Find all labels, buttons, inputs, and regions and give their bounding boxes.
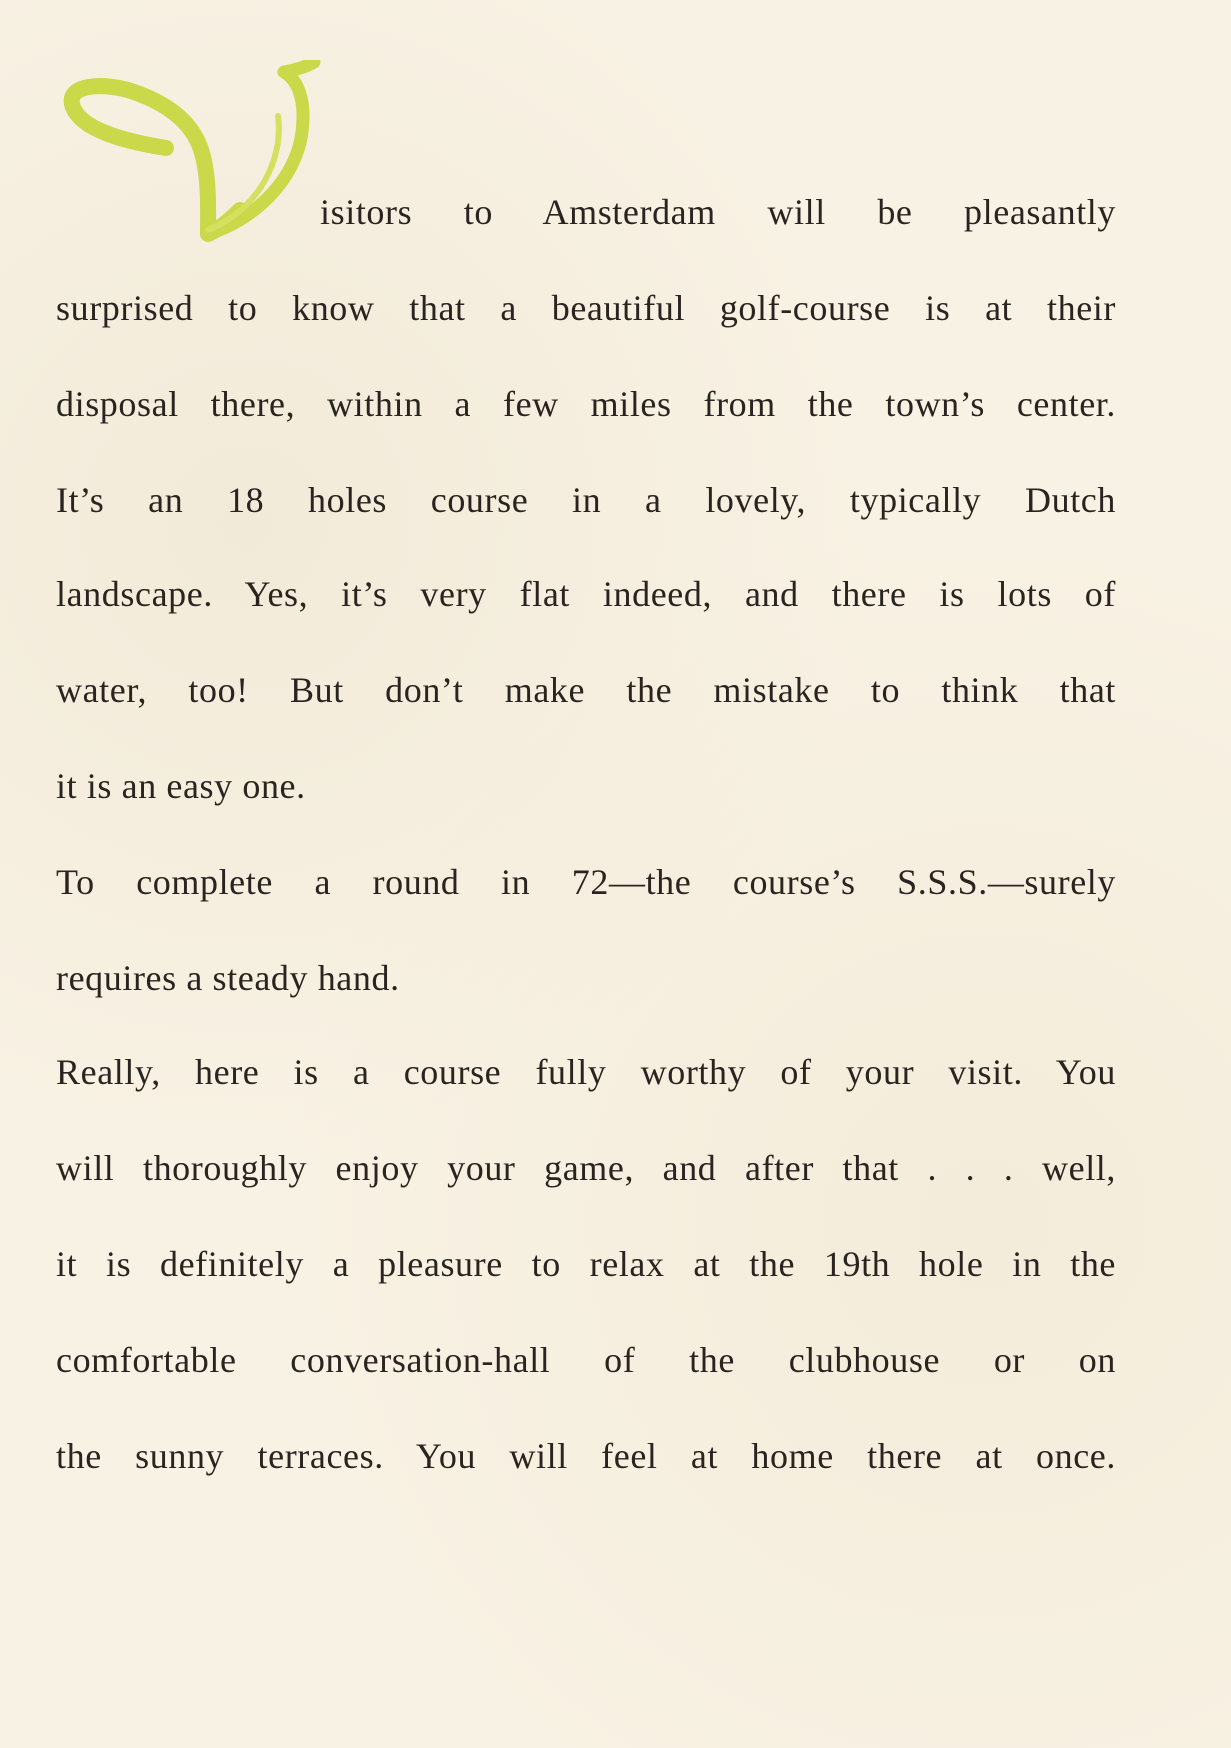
text-line-10: Really, here is a course fully worthy of your visit. You — [56, 1052, 1116, 1092]
drop-cap-right-stroke — [208, 62, 314, 234]
text-line-7: it is an easy one. — [56, 766, 306, 806]
drop-cap-v-ornament — [58, 60, 358, 260]
text-line-6: water, too! But don’t make the mistake to think that — [56, 670, 1116, 710]
text-line-8: To complete a round in 72—the course’s S.S.S.—surely — [56, 862, 1116, 902]
drop-cap-left-stroke — [72, 86, 240, 234]
text-line-2: surprised to know that a beautiful golf-course is at their — [56, 288, 1116, 328]
text-line-5: landscape. Yes, it’s very flat indeed, and there is lots of — [56, 574, 1116, 614]
text-line-14: the sunny terraces. You will feel at home there at once. — [56, 1436, 1116, 1476]
text-line-3: disposal there, within a few miles from the town’s center. — [56, 384, 1116, 424]
text-line-9: requires a steady hand. — [56, 958, 400, 998]
text-line-4: It’s an 18 holes course in a lovely, typically Dutch — [56, 480, 1116, 520]
text-line-1: isitors to Amsterdam will be pleasantly — [320, 192, 1116, 232]
text-line-13: comfortable conversation-hall of the clubhouse or on — [56, 1340, 1116, 1380]
text-line-11: will thoroughly enjoy your game, and after that . . . well, — [56, 1148, 1116, 1188]
text-line-12: it is definitely a pleasure to relax at the 19th hole in the — [56, 1244, 1116, 1284]
